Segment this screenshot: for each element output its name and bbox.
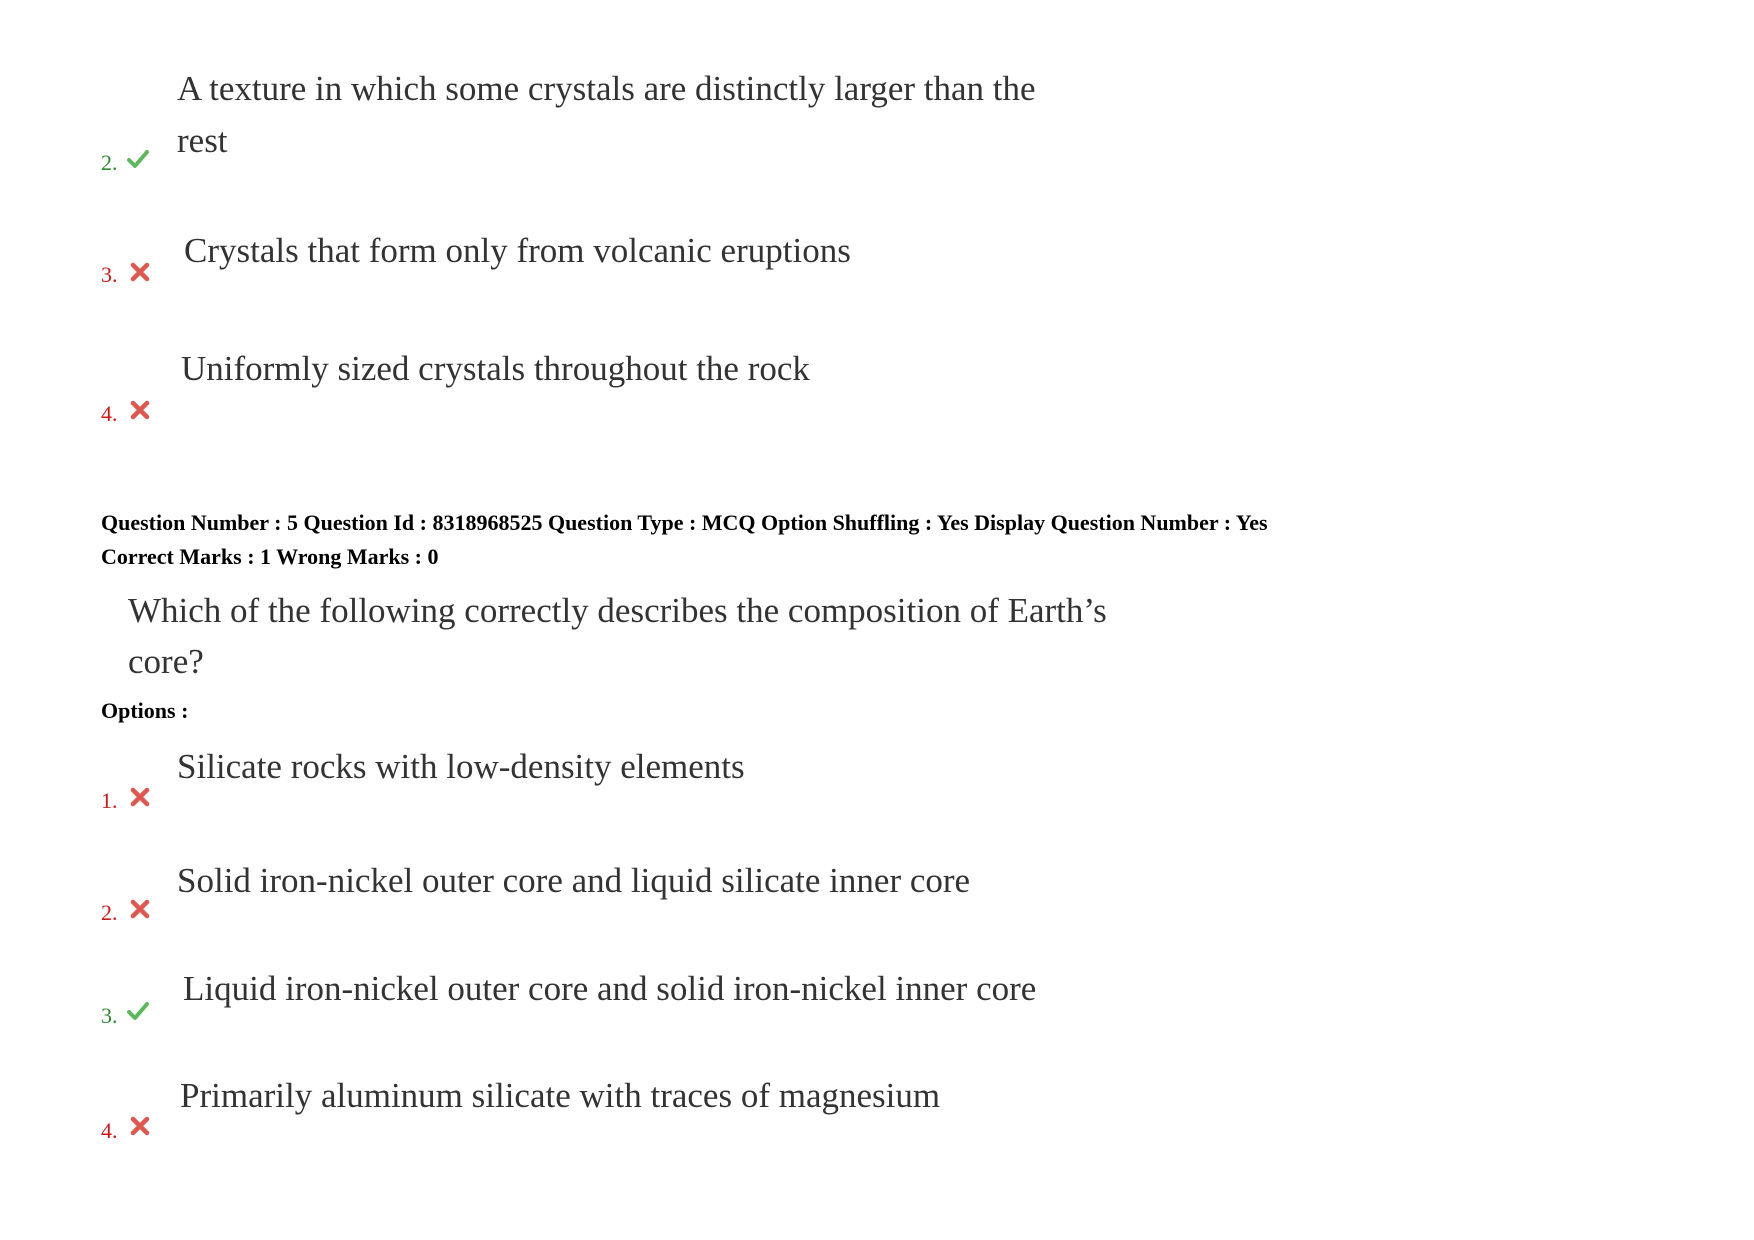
question-text-line: core? xyxy=(128,642,204,681)
check-icon xyxy=(126,147,150,171)
question-text-line: Which of the following correctly describes the composition of Earth’s xyxy=(128,591,1107,630)
check-icon xyxy=(126,999,150,1023)
option-number: 1. xyxy=(101,788,118,813)
option-text: Crystals that form only from volcanic eruptions xyxy=(184,231,851,270)
question-text xyxy=(128,585,1107,687)
cross-icon xyxy=(128,1114,152,1138)
option-number: 4. xyxy=(101,1118,118,1143)
options-label: Options : xyxy=(101,698,189,723)
cross-icon xyxy=(128,260,152,284)
cross-icon xyxy=(128,897,152,921)
option-text-line: A texture in which some crystals are distinctly larger than the xyxy=(177,69,1036,108)
option-text: Uniformly sized crystals throughout the rock xyxy=(181,349,810,388)
question-meta: Question Number : 5 Question Id : 8318968525 Question Type : MCQ Option Shuffling : Yes Display Question Number : Yes xyxy=(101,510,1268,535)
option-text: Liquid iron-nickel outer core and solid iron-nickel inner core xyxy=(183,969,1037,1008)
option-text xyxy=(177,63,1036,167)
option-number: 2. xyxy=(101,900,118,925)
option-text: Primarily aluminum silicate with traces of magnesium xyxy=(180,1076,941,1115)
option-text-line: rest xyxy=(177,121,228,160)
cross-icon xyxy=(128,398,152,422)
option-text: Silicate rocks with low-density elements xyxy=(177,747,745,786)
option-number: 2. xyxy=(101,150,118,175)
option-number: 3. xyxy=(101,1003,118,1028)
option-text: Solid iron-nickel outer core and liquid silicate inner core xyxy=(177,861,971,900)
option-number: 4. xyxy=(101,401,118,426)
option-number: 3. xyxy=(101,262,118,287)
cross-icon xyxy=(128,785,152,809)
question-marks: Correct Marks : 1 Wrong Marks : 0 xyxy=(101,544,439,569)
